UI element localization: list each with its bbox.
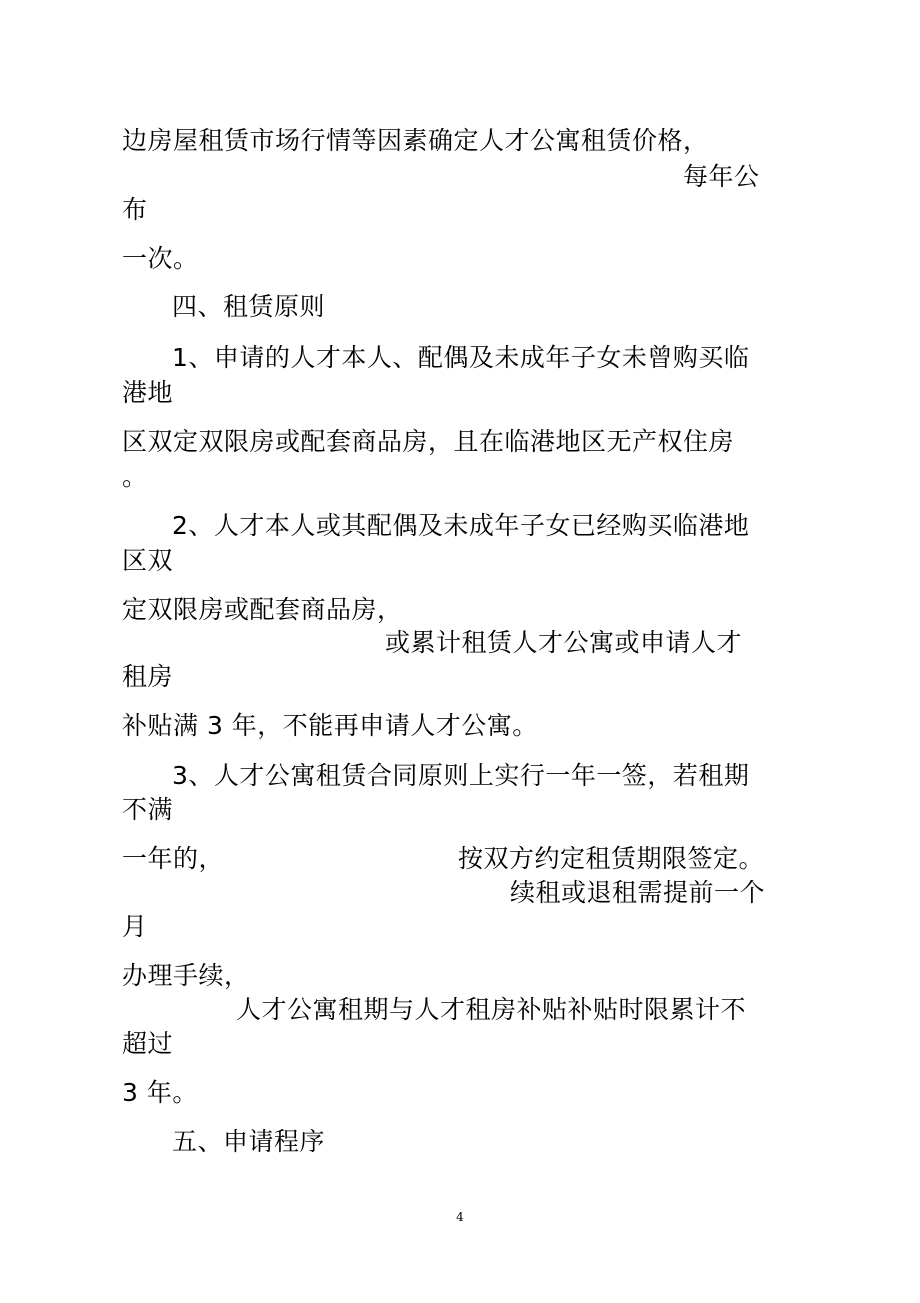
text-line: 。 [122,462,148,491]
text-line: 3 年。 [122,1078,198,1107]
text-line: 超过 [122,1029,174,1058]
text-line: 港地 [122,378,174,407]
text-line: 办理手续， [122,961,250,990]
text-line: 续租或退租需提前一个 [510,878,766,907]
text-line: 月 [122,912,148,941]
text-line: 1、申请的人才本人、配偶及未成年子女未曾购买临 [172,343,750,372]
text-line: 边房屋租赁市场行情等因素确定人才公寓租赁价格， [122,126,709,155]
text-line: 布 [122,195,148,224]
text-line: 补贴满 3 年，不能再申请人才公寓。 [122,711,538,740]
text-line: 或累计租赁人才公寓或申请人才 [385,628,743,657]
text-line: 区双定双限房或配套商品房，且在临港地区无产权住房 [122,427,735,456]
text-line: 一次。 [122,244,199,273]
text-line: 定双限房或配套商品房， [122,595,403,624]
page-number: 4 [456,1210,464,1224]
section-heading: 四、租赁原则 [172,292,326,321]
text-line: 每年公 [683,162,760,191]
text-line: 不满 [122,795,174,824]
text-line: 租房 [122,662,174,691]
text-line: 2、人才本人或其配偶及未成年子女已经购买临港地 [172,511,750,540]
text-line: 一年的， [122,844,225,873]
text-line: 按双方约定租赁期限签定。 [458,844,765,873]
text-line: 区双 [122,546,174,575]
text-line: 3、人才公寓租赁合同原则上实行一年一签，若租期 [172,761,750,790]
text-line: 人才公寓租期与人才租房补贴补贴时限累计不 [236,995,747,1024]
section-heading: 五、申请程序 [172,1127,326,1156]
